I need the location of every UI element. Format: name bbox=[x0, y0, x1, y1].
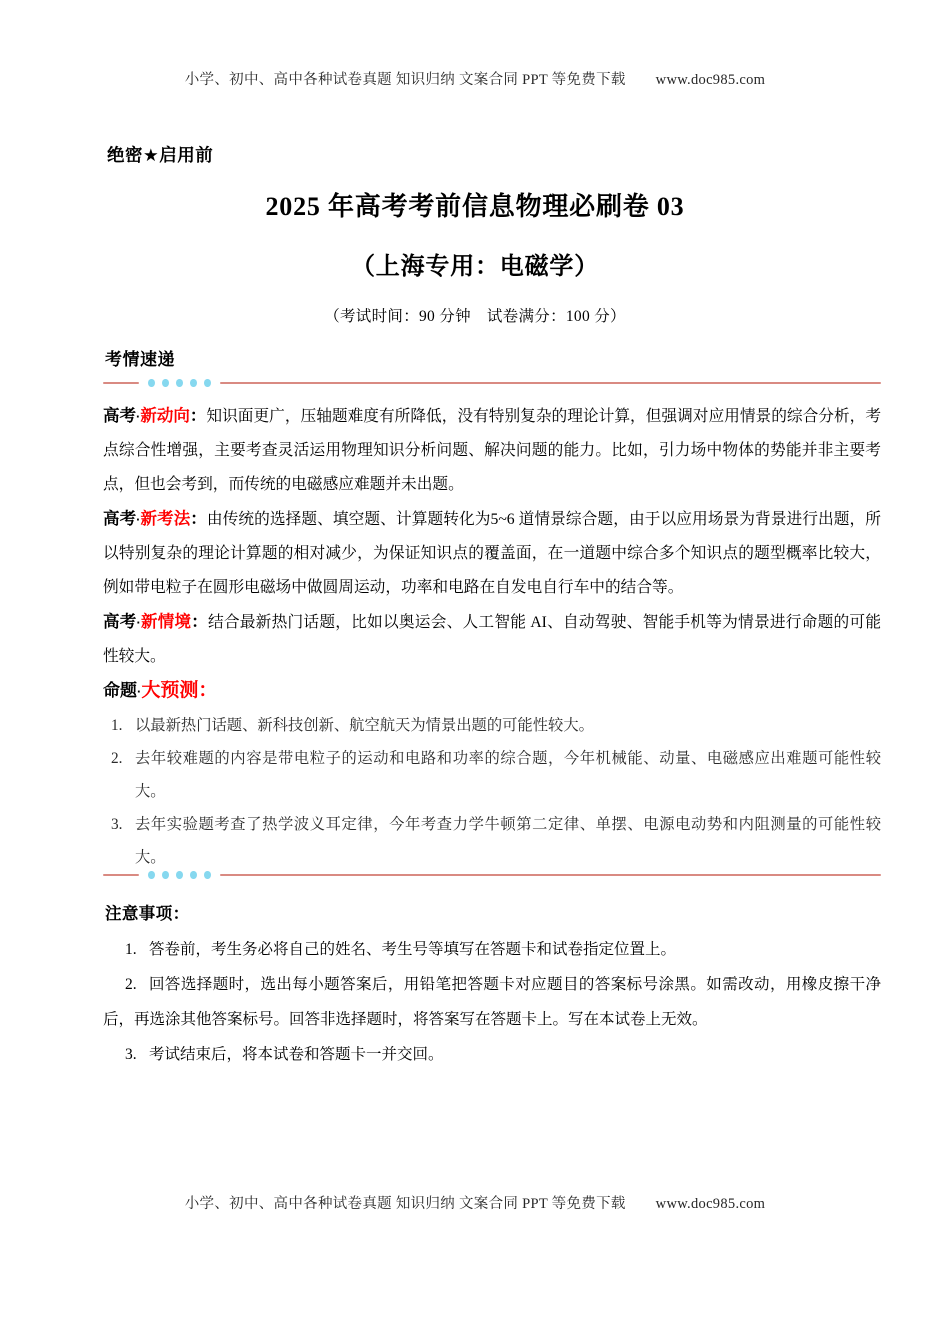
lead-colon: ： bbox=[190, 510, 207, 528]
lead-prefix: 高考 bbox=[103, 407, 137, 425]
divider-dot bbox=[204, 871, 211, 880]
divider-dot bbox=[148, 379, 155, 388]
paragraph-text: 结合最新热门话题，比如以奥运会、人工智能 AI、自动驾驶、智能手机等为情景进行命题的可能性较大。 bbox=[103, 614, 882, 665]
divider-bottom bbox=[103, 868, 881, 882]
divider-dots bbox=[148, 871, 211, 880]
paragraph-new-trend bbox=[103, 399, 881, 502]
list-item bbox=[103, 932, 881, 967]
notice-block bbox=[103, 900, 881, 1072]
divider-dot bbox=[162, 871, 169, 880]
paragraph-lead bbox=[103, 407, 206, 425]
divider-dot bbox=[190, 871, 197, 880]
running-header-site: www.doc985.com bbox=[655, 72, 766, 88]
divider-dot bbox=[204, 379, 211, 388]
divider-dot bbox=[176, 871, 183, 880]
lead-highlight: 新考法 bbox=[140, 510, 191, 528]
list-item-text: 回答选择题时，选出每小题答案后，用铅笔把答题卡对应题目的答案标号涂黑。如需改动，用橡皮擦干净后，再选涂其他答案标号。回答非选择题时，将答案写在答题卡上。写在本试卷上无效。 bbox=[103, 976, 881, 1028]
prediction-heading-prefix: 命题 bbox=[103, 681, 137, 700]
paragraph-text: 由传统的选择题、填空题、计算题转化为5~6 道情景综合题，由于以应用场景为背景进行出题，所以特别复杂的理论计算题的相对减少，为保证知识点的覆盖面，在一道题中综合多个知识点的题型概率比较大，例如带电粒子在圆形电磁场中做圆周运动，功率和电路在自发电自行车中的结合等。 bbox=[103, 511, 881, 596]
running-footer bbox=[0, 1192, 950, 1213]
divider-line-left bbox=[103, 874, 139, 877]
lead-dot: · bbox=[136, 615, 141, 630]
exam-time: （考试时间：90 分钟 bbox=[324, 308, 471, 325]
paragraph-lead bbox=[103, 613, 208, 631]
list-item bbox=[103, 709, 881, 742]
list-item-text: 答卷前，考生务必将自己的姓名、考生号等填写在答题卡和试卷指定位置上。 bbox=[149, 941, 677, 958]
secret-label: 绝密★启用前 bbox=[107, 145, 214, 165]
divider-line-right bbox=[220, 874, 881, 877]
divider-dot bbox=[190, 379, 197, 388]
list-item bbox=[103, 808, 881, 874]
list-marker: 1. bbox=[111, 717, 123, 734]
lead-prefix: 高考 bbox=[103, 510, 137, 528]
divider-dot bbox=[162, 379, 169, 388]
running-header bbox=[0, 68, 950, 89]
lead-highlight: 新情境 bbox=[140, 613, 192, 631]
list-item-text: 去年实验题考查了热学波义耳定律，今年考查力学牛顿第二定律、单摆、电源电动势和内阻测量的可能性较大。 bbox=[135, 816, 881, 866]
list-item-text: 考试结束后，将本试卷和答题卡一并交回。 bbox=[149, 1046, 444, 1063]
list-item-text: 去年较难题的内容是带电粒子的运动和电路和功率的综合题，今年机械能、动量、电磁感应出难题可能性较大。 bbox=[135, 750, 881, 800]
notice-list bbox=[103, 932, 881, 1072]
prediction-heading-dot: · bbox=[137, 684, 142, 699]
paragraph-text: 知识面更广，压轴题难度有所降低，没有特别复杂的理论计算，但强调对应用情景的综合分析，考点综合性增强，主要考查灵活运用物理知识分析问题、解决问题的能力。比如，引力场中物体的势能并非主要考点，但也会考到，而传统的电磁感应难题并未出题。 bbox=[103, 408, 882, 493]
page-title: 2025 年高考考前信息物理必刷卷 03 bbox=[265, 192, 685, 221]
paragraph-new-method bbox=[103, 502, 881, 605]
exam-brief-body bbox=[103, 399, 881, 874]
divider-dot bbox=[176, 379, 183, 388]
list-marker: 1. bbox=[125, 941, 137, 958]
list-item bbox=[103, 1037, 881, 1072]
running-footer-text: 小学、初中、高中各种试卷真题 知识归纳 文案合同 PPT 等免费下载 bbox=[184, 1196, 626, 1212]
list-marker: 2. bbox=[111, 750, 123, 767]
paragraph-lead bbox=[103, 510, 207, 528]
section-heading-exam-brief: 考情速递 bbox=[105, 350, 175, 369]
lead-dot: · bbox=[136, 409, 141, 424]
divider-top bbox=[103, 376, 881, 390]
prediction-heading-colon: ： bbox=[198, 680, 218, 701]
divider-line-right bbox=[220, 382, 881, 385]
prediction-heading-highlight: 大预测 bbox=[141, 680, 199, 701]
exam-info bbox=[0, 304, 950, 326]
list-item bbox=[103, 967, 881, 1037]
running-footer-site: www.doc985.com bbox=[655, 1196, 766, 1212]
list-item-text: 以最新热门话题、新科技创新、航空航天为情景出题的可能性较大。 bbox=[135, 717, 594, 734]
lead-colon: ： bbox=[189, 407, 207, 425]
lead-prefix: 高考 bbox=[103, 613, 137, 631]
list-marker: 3. bbox=[125, 1046, 137, 1063]
paragraph-new-context bbox=[103, 605, 881, 674]
exam-total-score: 试卷满分：100 分） bbox=[486, 308, 626, 325]
list-marker: 3. bbox=[111, 816, 123, 833]
lead-dot: · bbox=[136, 512, 141, 527]
running-header-text: 小学、初中、高中各种试卷真题 知识归纳 文案合同 PPT 等免费下载 bbox=[184, 72, 626, 88]
lead-highlight: 新动向 bbox=[140, 407, 190, 425]
list-item bbox=[103, 742, 881, 808]
prediction-heading bbox=[103, 674, 881, 709]
divider-dots bbox=[148, 379, 211, 388]
page-subtitle: （上海专用：电磁学） bbox=[351, 254, 599, 280]
divider-line-left bbox=[103, 382, 139, 385]
divider-dot bbox=[148, 871, 155, 880]
notice-heading: 注意事项： bbox=[105, 905, 190, 923]
list-marker: 2. bbox=[125, 976, 137, 993]
prediction-list bbox=[103, 709, 881, 874]
lead-colon: ： bbox=[191, 613, 208, 631]
